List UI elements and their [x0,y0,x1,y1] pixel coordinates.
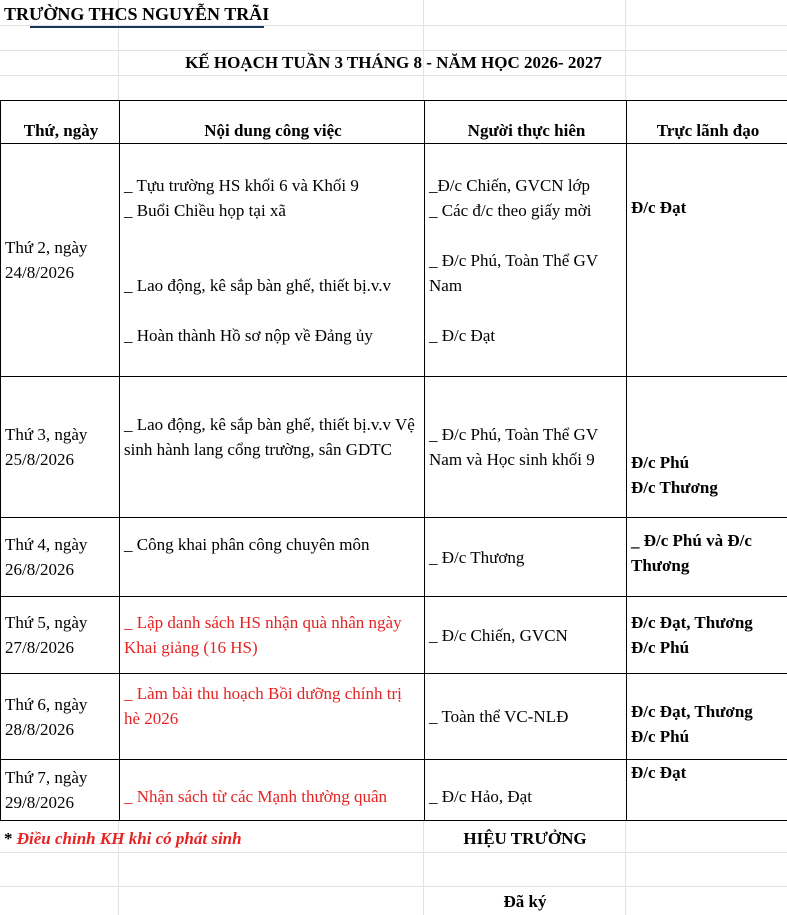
content-cell [120,144,425,377]
principal-title: HIỆU TRƯỞNG [463,829,587,848]
table-row [1,144,787,377]
table-row [1,377,787,518]
people-cell [425,674,627,760]
person-item: _ Đ/c Chiến, GVCN [429,625,568,645]
people-cell [425,377,627,518]
plan-title: KẾ HOẠCH TUẦN 3 THÁNG 8 - NĂM HỌC 2026- 2027 [185,53,602,72]
content-cell [120,377,425,518]
task-item: _ Làm bài thu hoạch Bồi dưỡng chính trị hè 2026 [124,683,402,728]
person-item: _ Đ/c Đạt [429,325,496,345]
column-header-leader: Trực lãnh đạo [627,101,787,144]
school-underline [30,26,264,28]
person-item: _ Toàn thể VC-NLĐ [429,707,569,726]
table-row [1,597,787,674]
task-item: _ Nhận sách từ các Mạnh thường quân [124,786,387,806]
adjustment-note: * Điều chỉnh KH khi có phát sinh [4,829,242,848]
day-cell: Thứ 6, ngày 28/8/2026 [1,674,120,760]
task-item: _ Lập danh sách HS nhận quà nhân ngày Khai giảng (16 HS) [124,613,402,657]
person-item: _ Đ/c Thương [429,547,525,567]
leader-cell: Đ/c Đạt [627,760,787,821]
column-header-people: Người thực hiên [425,101,627,144]
column-header-day: Thứ, ngày [1,101,120,144]
person-item: _ Đ/c Phú, Toàn Thể GV Nam [429,250,598,295]
leader-cell: _ Đ/c Phú và Đ/c Thương [627,518,787,597]
column-header-content: Nội dung công việc [120,101,425,144]
grid-line [423,0,424,100]
task-item: _ Buổi Chiều họp tại xã [124,200,286,220]
table-row [1,518,787,597]
content-cell [120,518,425,597]
day-cell: Thứ 7, ngày 29/8/2026 [1,760,120,821]
task-item: _ Tựu trường HS khối 6 và Khối 9 [124,175,359,195]
leader-cell: Đ/c Đạt, Thương Đ/c Phú [627,597,787,674]
person-item: _ Các đ/c theo giấy mời [429,200,592,220]
grid-line [423,820,424,915]
leader-cell: Đ/c Đạt, Thương Đ/c Phú [627,674,787,760]
person-item: _ Đ/c Hảo, Đạt [429,786,532,806]
day-cell: Thứ 2, ngày 24/8/2026 [1,144,120,377]
content-cell [120,760,425,821]
person-item: _Đ/c Chiến, GVCN lớp [429,175,591,195]
grid-line [625,0,626,100]
school-name: TRƯỜNG THCS NGUYỄN TRÃI [4,4,270,24]
people-cell [425,597,627,674]
task-item: _ Công khai phân công chuyên môn [124,534,370,554]
person-item: _ Đ/c Phú, Toàn Thể GV Nam và Học sinh khối 9 [429,425,598,469]
leader-cell: Đ/c Đạt [627,144,787,377]
content-cell [120,597,425,674]
grid-line [625,820,626,915]
task-item: _ Lao động, kê sắp bàn ghế, thiết bị.v.v Vệ sinh hành lang cổng trường, sân GDTC [124,415,415,459]
signed-label: Đã ký [503,892,547,911]
people-cell [425,760,627,821]
day-cell: Thứ 3, ngày 25/8/2026 [1,377,120,518]
people-cell [425,144,627,377]
content-cell [120,674,425,760]
leader-cell: Đ/c Phú Đ/c Thương [627,377,787,518]
table-header-row [1,101,787,144]
task-item: _ Hoàn thành Hồ sơ nộp về Đảng ủy [124,325,373,345]
table-row [1,760,787,821]
day-cell: Thứ 5, ngày 27/8/2026 [1,597,120,674]
people-cell [425,518,627,597]
task-item: _ Lao động, kê sắp bàn ghế, thiết bị.v.v [124,275,392,295]
day-cell: Thứ 4, ngày 26/8/2026 [1,518,120,597]
weekly-plan-table [0,100,787,821]
table-row [1,674,787,760]
